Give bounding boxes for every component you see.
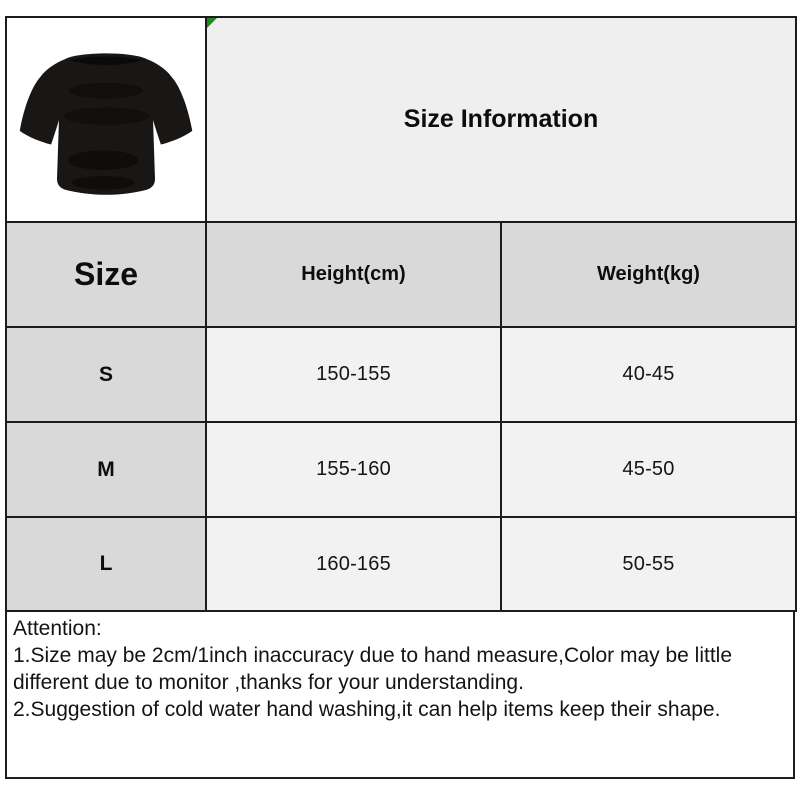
- table-row-m: [6, 422, 796, 517]
- black-tshirt-photo: [8, 28, 204, 218]
- column-header-weight: Weight(kg): [501, 222, 796, 327]
- column-header-height: Height(cm): [206, 222, 501, 327]
- weight-value-cell: 45-50: [501, 422, 796, 517]
- size-label-cell: S: [6, 327, 206, 422]
- column-header-size: Size: [6, 222, 206, 327]
- photo-title-row: [6, 17, 796, 222]
- size-information-title-cell: [206, 17, 796, 222]
- height-value-cell: 160-165: [206, 517, 501, 611]
- table-header-row: [6, 222, 796, 327]
- size-label-cell: M: [6, 422, 206, 517]
- page-title: Size Information: [403, 105, 599, 133]
- attention-line: different due to monitor ,thanks for your understanding.: [13, 671, 524, 694]
- product-photo-cell: [6, 17, 206, 222]
- weight-value-cell: 50-55: [501, 517, 796, 611]
- attention-title: Attention:: [13, 617, 102, 640]
- attention-note: [5, 610, 795, 779]
- size-table: [5, 16, 797, 612]
- attention-line: 1.Size may be 2cm/1inch inaccuracy due to hand measure,Color may be little: [13, 644, 733, 667]
- height-value-cell: 155-160: [206, 422, 501, 517]
- table-row-l: [6, 517, 796, 611]
- green-corner-marker-icon: [207, 18, 217, 28]
- attention-line: 2.Suggestion of cold water hand washing,it can help items keep their shape.: [13, 698, 721, 721]
- size-label-cell: L: [6, 517, 206, 611]
- height-value-cell: 150-155: [206, 327, 501, 422]
- weight-value-cell: 40-45: [501, 327, 796, 422]
- table-row-s: [6, 327, 796, 422]
